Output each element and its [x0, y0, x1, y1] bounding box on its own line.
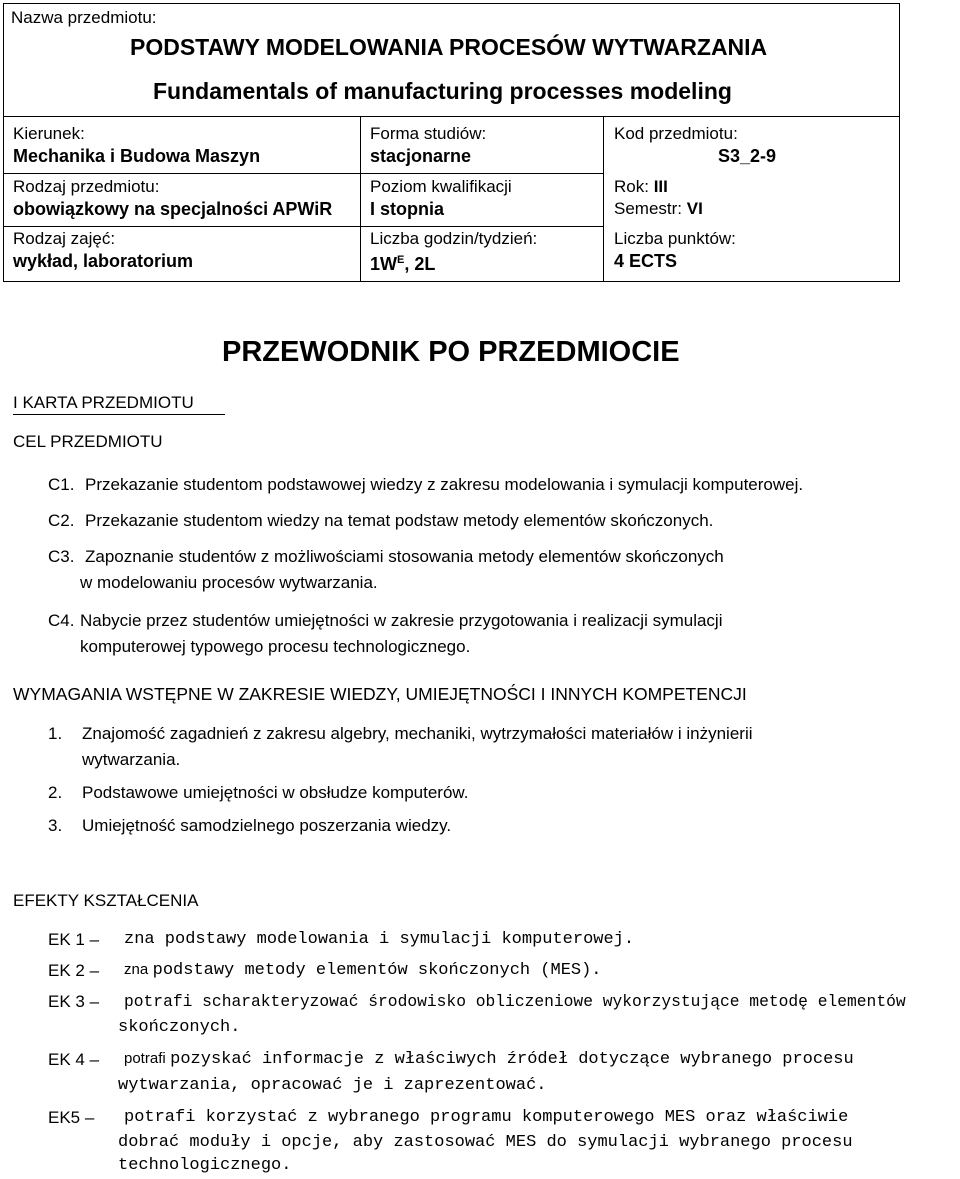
course-title-en: Fundamentals of manufacturing processes modeling — [153, 78, 732, 104]
poziom-value: I stopnia — [370, 199, 445, 219]
outcome-text: zna podstawy modelowania i symulacji komputerowej. — [124, 930, 635, 949]
semestr-row: Semestr: VI — [614, 199, 703, 218]
requirement-text: Podstawowe umiejętności w obsłudze komputerów. — [82, 783, 469, 802]
requirement-text-cont: wytwarzania. — [82, 750, 181, 769]
info-col-divider-1 — [360, 116, 361, 282]
outcome-text: potrafi scharakteryzować środowisko obliczeniowe wykorzystujące metodę elementów — [124, 992, 906, 1011]
goal-text: Przekazanie studentom podstawowej wiedzy z zakresu modelowania i symulacji komputerowej. — [85, 475, 804, 494]
rodzaj-zajec-label: Rodzaj zajęć: — [13, 229, 116, 248]
outcome-code: EK 2 – — [48, 961, 100, 980]
row-divider — [360, 226, 603, 227]
goal-code: C2. — [48, 511, 75, 530]
row-divider — [360, 173, 603, 174]
outcome-text-cont: technologicznego. — [118, 1156, 292, 1175]
kod-value: S3_2-9 — [718, 146, 777, 166]
outcome-text: zna podstawy metody elementów skończonych (MES). — [124, 961, 602, 980]
info-col-divider-2 — [603, 116, 604, 282]
outcome-code: EK 1 – — [48, 930, 100, 949]
requirement-text: Znajomość zagadnień z zakresu algebry, mechaniki, wytrzymałości materiałów i inżynierii — [82, 724, 753, 743]
karta-underline — [13, 414, 225, 415]
punkty-label: Liczba punktów: — [614, 229, 736, 248]
guide-title: PRZEWODNIK PO PRZEDMIOCIE — [222, 336, 680, 368]
requirement-text: Umiejętność samodzielnego poszerzania wiedzy. — [82, 816, 452, 835]
kod-label: Kod przedmiotu: — [614, 124, 738, 143]
outcome-text: potrafi pozyskać informacje z właściwych źródeł dotyczące wybranego procesu — [124, 1050, 854, 1069]
karta-heading: I KARTA PRZEDMIOTU — [13, 393, 194, 412]
outcome-text: potrafi korzystać z wybranego programu komputerowego MES oraz właściwie — [124, 1108, 849, 1127]
outcome-code: EK5 – — [48, 1108, 95, 1127]
forma-value: stacjonarne — [370, 146, 472, 166]
godziny-label: Liczba godzin/tydzień: — [370, 229, 538, 248]
course-title-pl: PODSTAWY MODELOWANIA PROCESÓW WYTWARZANIA — [130, 34, 768, 60]
goal-code: C4. — [48, 611, 75, 630]
goal-code: C1. — [48, 475, 75, 494]
requirement-num: 3. — [48, 816, 63, 835]
rodzaj-zajec-value: wykład, laboratorium — [13, 251, 194, 271]
godziny-value: $1W^E$, 2L — [370, 254, 436, 274]
goal-text-cont: w modelowaniu procesów wytwarzania. — [80, 573, 378, 592]
punkty-value: 4 ECTS — [614, 251, 678, 271]
goal-text: Nabycie przez studentów umiejętności w zakresie przygotowania i realizacji symulacji — [80, 611, 723, 630]
outcome-code: EK 3 – — [48, 992, 100, 1011]
row-divider — [3, 173, 360, 174]
requirements-heading: WYMAGANIA WSTĘPNE W ZAKRESIE WIEDZY, UMIEJĘTNOŚCI I INNYCH KOMPETENCJI — [13, 684, 747, 704]
outcome-code: EK 4 – — [48, 1050, 100, 1069]
efekty-heading: EFEKTY KSZTAŁCENIA — [13, 891, 199, 910]
forma-label: Forma studiów: — [370, 124, 487, 143]
row-divider — [3, 226, 360, 227]
outcome-text-cont: wytwarzania, opracować je i zaprezentować. — [118, 1076, 547, 1095]
outcome-text-cont: skończonych. — [118, 1018, 241, 1037]
requirement-num: 2. — [48, 783, 63, 802]
outcome-text-cont: dobrać moduły i opcje, aby zastosować MES do symulacji wybranego procesu — [118, 1133, 853, 1152]
kierunek-value: Mechanika i Budowa Maszyn — [13, 146, 261, 166]
rok-row: Rok: III — [614, 177, 668, 196]
cel-heading: CEL PRZEDMIOTU — [13, 432, 163, 451]
goal-text: Przekazanie studentom wiedzy na temat podstaw metody elementów skończonych. — [85, 511, 714, 530]
rodzaj-przedmiotu-label: Rodzaj przedmiotu: — [13, 177, 160, 196]
rodzaj-przedmiotu-value: obowiązkowy na specjalności APWiR — [13, 199, 333, 219]
subject-label: Nazwa przedmiotu: — [11, 8, 157, 27]
goal-code: C3. — [48, 547, 75, 566]
goal-text: Zapoznanie studentów z możliwościami stosowania metody elementów skończonych — [85, 547, 724, 566]
kierunek-label: Kierunek: — [13, 124, 85, 143]
requirement-num: 1. — [48, 724, 63, 743]
poziom-label: Poziom kwalifikacji — [370, 177, 512, 196]
goal-text-cont: komputerowej typowego procesu technologicznego. — [80, 637, 471, 656]
